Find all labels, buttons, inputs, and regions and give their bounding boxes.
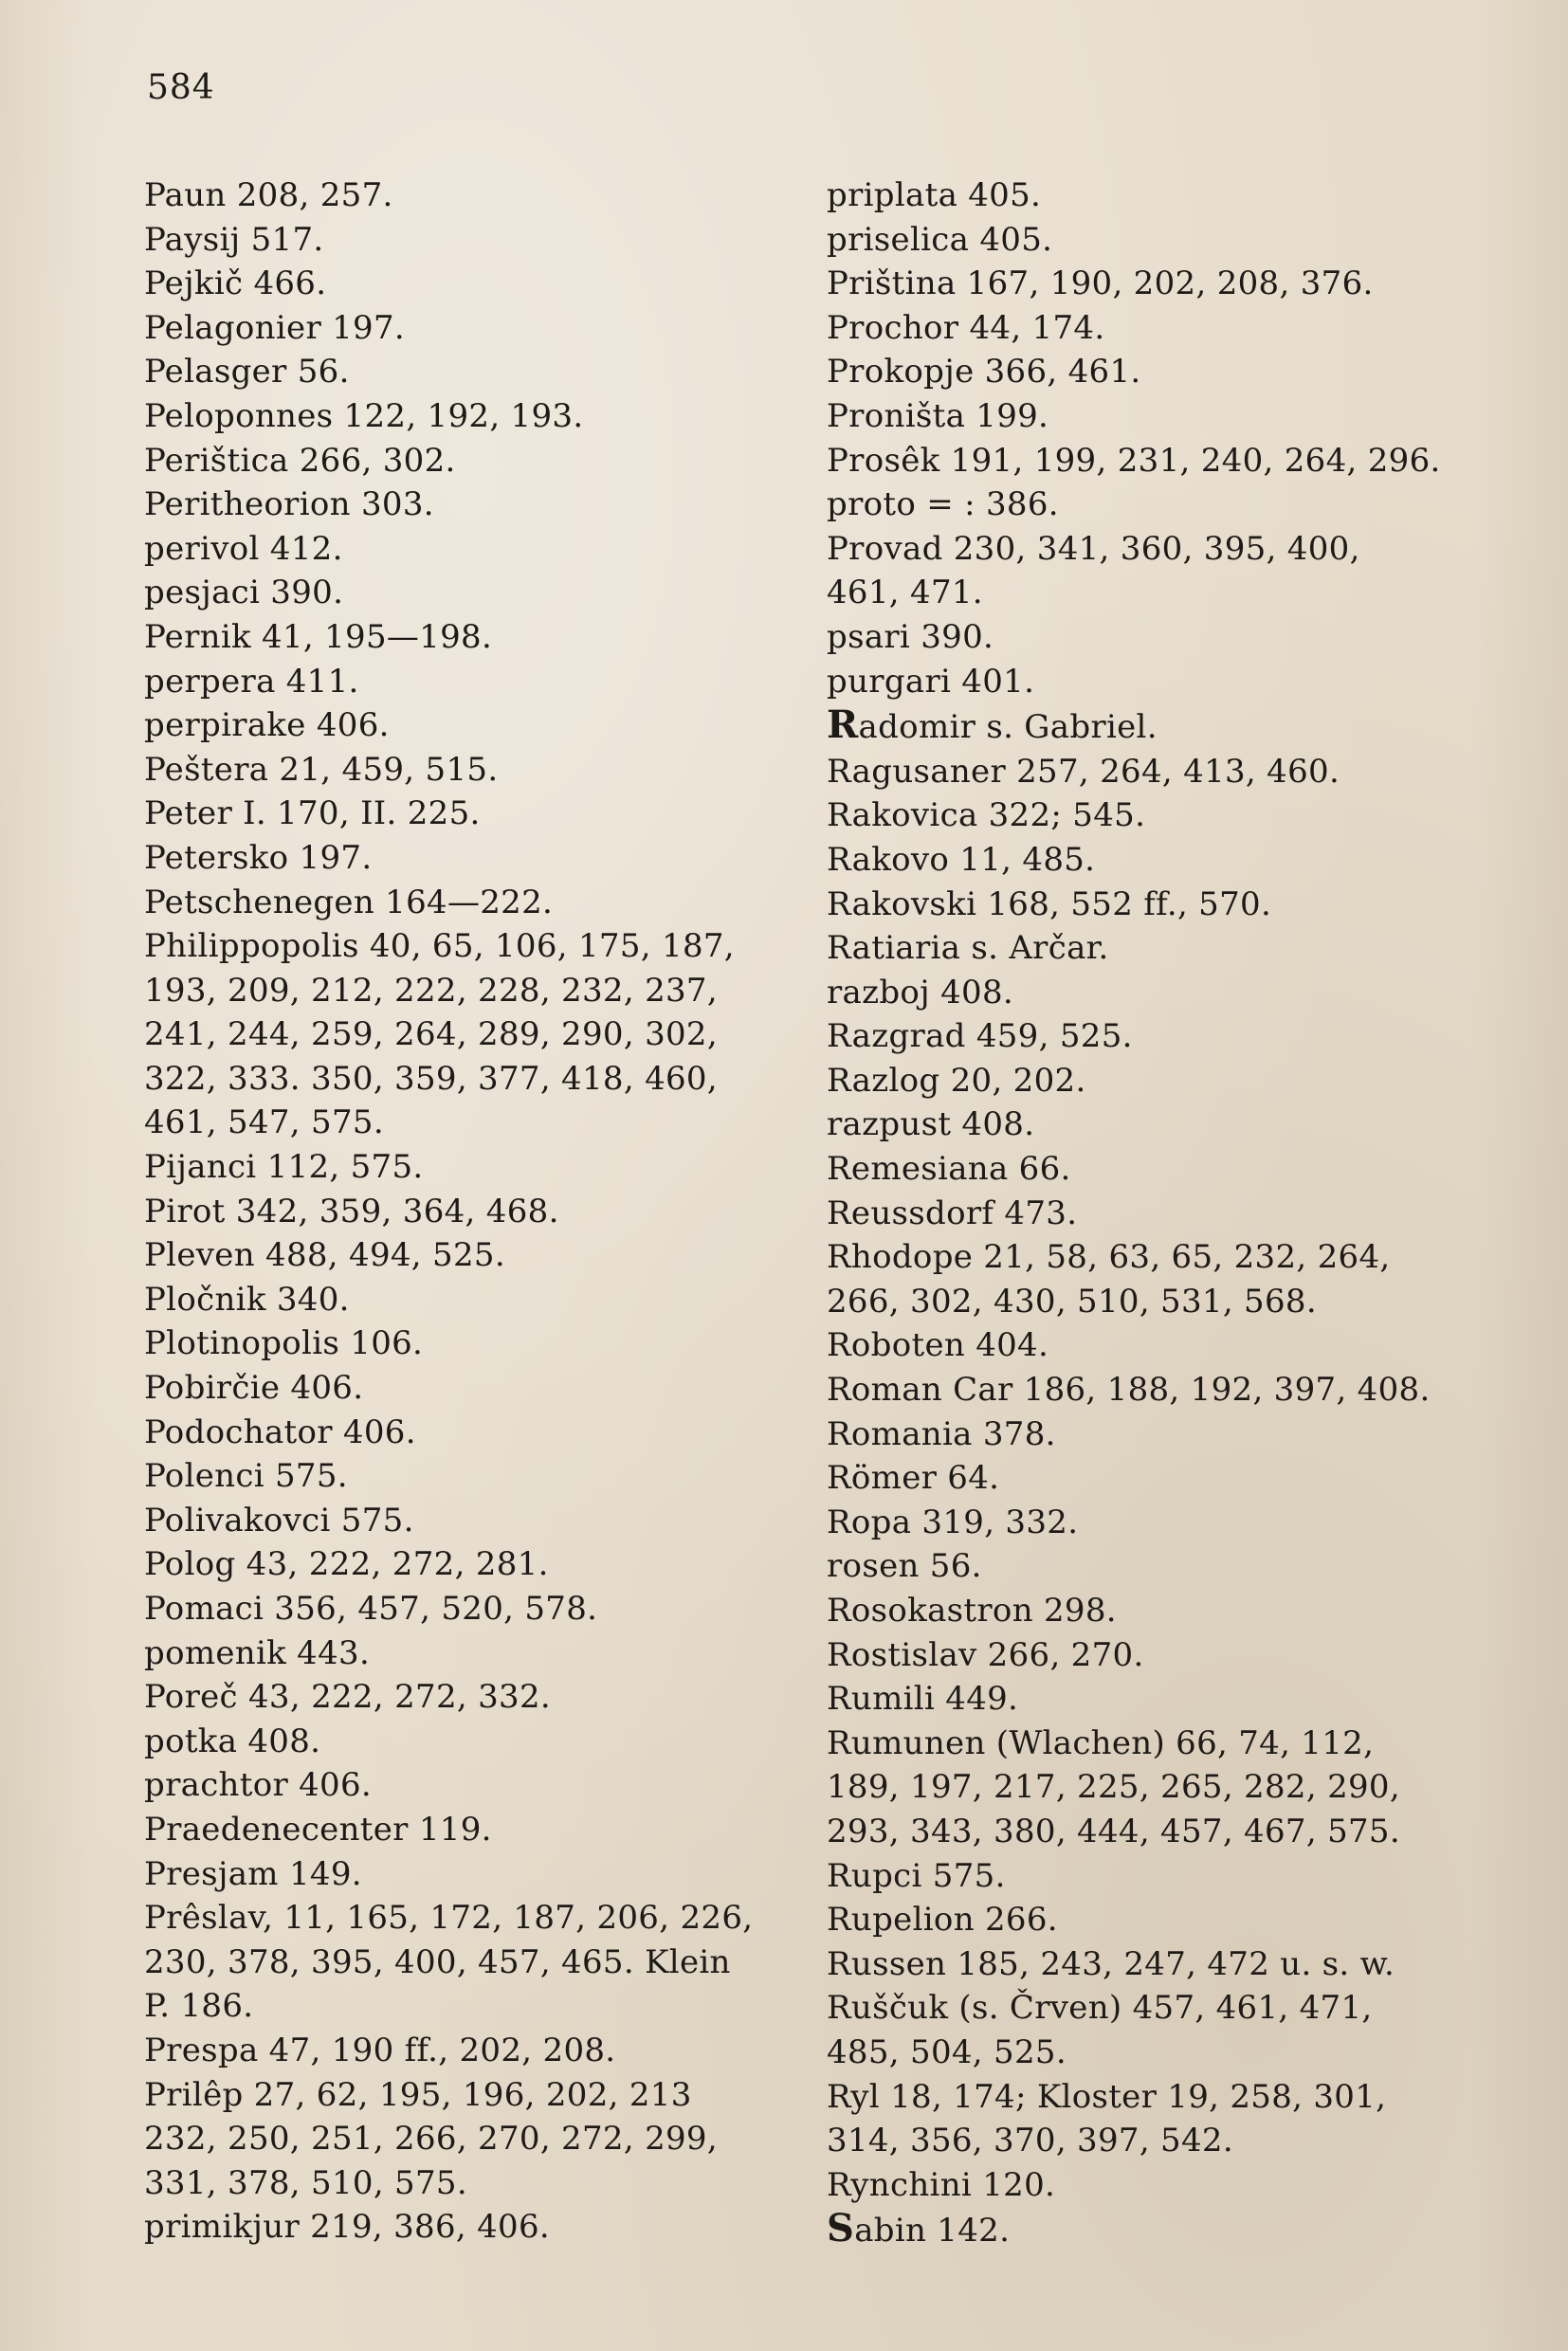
- index-entry: [144, 262, 789, 306]
- index-entry-line: 232, 250, 251, 266, 270, 272, 299,: [144, 2120, 718, 2159]
- index-entry-line: Rynchini 120.: [827, 2165, 1056, 2204]
- index-entry-line: Pločnik 340.: [144, 1280, 350, 1319]
- index-entry-line: Praedenecenter 119.: [144, 1810, 492, 1849]
- index-entry-line: Pelagonier 197.: [144, 308, 406, 347]
- index-entry-line: 266, 302, 430, 510, 531, 568.: [827, 1282, 1317, 1321]
- index-entry: [144, 1321, 789, 1366]
- index-entry-line: Presjam 149.: [144, 1854, 362, 1893]
- index-entry: [827, 1589, 1471, 1633]
- index-entry-line: 461, 547, 575.: [144, 1103, 384, 1142]
- index-entry: [827, 926, 1471, 971]
- index-entry: [827, 1677, 1471, 1722]
- index-entry-line: 322, 333. 350, 359, 377, 418, 460,: [144, 1059, 718, 1098]
- index-entry-line: Pernik 41, 195—198.: [144, 617, 493, 656]
- index-entry-line: Prokopje 366, 461.: [827, 353, 1141, 392]
- index-entry-line: Paun 208, 257.: [144, 176, 393, 214]
- index-entry: [144, 660, 789, 704]
- index-entry-line: Rumili 449.: [827, 1680, 1019, 1719]
- index-entry: [144, 2073, 789, 2206]
- index-entry-line: Plotinopolis 106.: [144, 1324, 424, 1363]
- index-entry: [827, 615, 1471, 660]
- index-entry-line: Pirot 342, 359, 364, 468.: [144, 1192, 559, 1230]
- index-entry-line: Pomaci 356, 457, 520, 578.: [144, 1590, 598, 1628]
- index-entry-line: Rakovica 322; 545.: [827, 796, 1146, 835]
- index-entry: [827, 1192, 1471, 1236]
- index-entry-line: Pijanci 112, 575.: [144, 1148, 424, 1187]
- index-entry-line: Podochator 406.: [144, 1412, 416, 1451]
- index-entry-line: Russen 185, 243, 247, 472 u. s. w.: [827, 1944, 1395, 1983]
- index-entry: [144, 615, 789, 660]
- index-entry-line: Pelasger 56.: [144, 353, 350, 392]
- index-entry-line: Ratiaria s. Arčar.: [827, 929, 1109, 968]
- index-entry-line: Rakovo 11, 485.: [827, 840, 1096, 879]
- index-entry-line: Rumunen (Wlachen) 66, 74, 112,: [827, 1723, 1375, 1762]
- index-entry: [144, 1411, 789, 1455]
- index-entry: [827, 2075, 1471, 2163]
- index-entry-line: Pleven 488, 494, 525.: [144, 1236, 505, 1275]
- index-entry: [144, 527, 789, 572]
- index-entry-line: Proništa 199.: [827, 396, 1049, 435]
- index-entry-line: Rakovski 168, 552 ff., 570.: [827, 884, 1272, 923]
- index-entry-line: Prilêp 27, 62, 195, 196, 202, 213: [144, 2075, 692, 2114]
- index-entry-line: Petschenegen 164—222.: [144, 883, 554, 921]
- index-entry: [827, 2163, 1471, 2208]
- index-entry-line: Ryl 18, 174; Kloster 19, 258, 301,: [827, 2077, 1387, 2116]
- index-entry: [144, 792, 789, 836]
- index-entry-line: rosen 56.: [827, 1547, 982, 1586]
- index-entry-line: Polenci 575.: [144, 1457, 348, 1496]
- section-initial: S: [827, 2206, 855, 2251]
- index-entry: [144, 350, 789, 394]
- index-entry: [144, 1763, 789, 1808]
- index-entry-line: Paysij 517.: [144, 220, 324, 259]
- index-entry: [827, 1722, 1471, 1854]
- index-entry: [827, 703, 1471, 750]
- index-entry: [144, 836, 789, 881]
- index-entry: [144, 1896, 789, 2029]
- index-entry: [144, 571, 789, 615]
- index-entry-line: razpust 408.: [827, 1105, 1035, 1144]
- index-entry-line: 193, 209, 212, 222, 228, 232, 237,: [144, 971, 718, 1010]
- index-entry-line: Ragusaner 257, 264, 413, 460.: [827, 752, 1340, 791]
- index-entry: [827, 1544, 1471, 1589]
- index-entry: [827, 527, 1471, 615]
- index-entry-line: Remesiana 66.: [827, 1150, 1071, 1189]
- index-entry: [144, 439, 789, 483]
- index-entry-line: Rosokastron 298.: [827, 1592, 1117, 1630]
- index-entry-line: Priština 167, 190, 202, 208, 376.: [827, 264, 1374, 303]
- index-entry-line: pesjaci 390.: [144, 574, 344, 612]
- index-entry-line: Polivakovci 575.: [144, 1501, 414, 1540]
- index-entry-line: Roboten 404.: [827, 1326, 1049, 1365]
- index-entry-line: Razgrad 459, 525.: [827, 1017, 1133, 1056]
- index-entry-text: adomir s. Gabriel.: [858, 708, 1158, 747]
- index-entry: [827, 218, 1471, 263]
- index-entry-line: priselica 405.: [827, 220, 1053, 259]
- index-entry-line: pomenik 443.: [144, 1633, 371, 1672]
- index-entry: [827, 2207, 1471, 2253]
- index-entry: [144, 1675, 789, 1720]
- index-entry: [144, 394, 789, 439]
- index-entry-line: 241, 244, 259, 264, 289, 290, 302,: [144, 1015, 718, 1054]
- index-entry: [827, 1412, 1471, 1457]
- index-entry-line: Polog 43, 222, 272, 281.: [144, 1545, 549, 1584]
- index-entry-line: [827, 2206, 1471, 2253]
- index-entry: [827, 350, 1471, 394]
- index-entry: [144, 218, 789, 263]
- index-entry-line: razboj 408.: [827, 973, 1014, 1011]
- index-entry-line: 230, 378, 395, 400, 457, 465. Klein: [144, 1942, 731, 1981]
- index-entry: [827, 1633, 1471, 1678]
- index-entry-line: Prochor 44, 174.: [827, 308, 1105, 347]
- index-entry: [144, 1808, 789, 1852]
- index-entry-line: primikjur 219, 386, 406.: [144, 2208, 551, 2247]
- index-entry: [144, 1587, 789, 1631]
- index-entry: [144, 1454, 789, 1499]
- index-entry-line: Peritheorion 303.: [144, 485, 434, 524]
- index-entry-line: Prêslav, 11, 165, 172, 187, 206, 226,: [144, 1899, 754, 1938]
- index-column-right: [827, 173, 1471, 2253]
- index-entry: [144, 1190, 789, 1234]
- index-entry: [827, 1854, 1471, 1899]
- index-entry-line: perpera 411.: [144, 662, 359, 701]
- index-entry-line: prachtor 406.: [144, 1766, 373, 1805]
- index-entry: [144, 1499, 789, 1543]
- index-entry: [144, 1366, 789, 1411]
- index-entry-line: Perištica 266, 302.: [144, 441, 456, 480]
- index-entry-line: Petersko 197.: [144, 838, 373, 877]
- index-entry: [827, 971, 1471, 1015]
- index-entry: [144, 1233, 789, 1278]
- index-entry: [827, 1235, 1471, 1323]
- index-entry: [827, 483, 1471, 527]
- index-entry: [144, 1278, 789, 1322]
- index-entry: [827, 1986, 1471, 2074]
- index-entry: [827, 439, 1471, 483]
- index-entry: [827, 394, 1471, 439]
- index-entry: [144, 1720, 789, 1764]
- index-entry: [144, 748, 789, 793]
- index-entry-line: perivol 412.: [144, 529, 343, 568]
- index-entry-line: 314, 356, 370, 397, 542.: [827, 2122, 1233, 2160]
- index-entry-line: psari 390.: [827, 617, 994, 656]
- index-entry-line: Rhodope 21, 58, 63, 65, 232, 264,: [827, 1238, 1391, 1277]
- index-entry-line: Rupelion 266.: [827, 1901, 1058, 1940]
- index-entry-line: perpirake 406.: [144, 706, 390, 745]
- index-entry: [827, 1014, 1471, 1059]
- index-entry: [144, 2205, 789, 2250]
- index-entry-line: Rostislav 266, 270.: [827, 1635, 1144, 1674]
- index-entry: [827, 883, 1471, 927]
- index-entry-line: Reussdorf 473.: [827, 1194, 1078, 1232]
- index-entry-line: P. 186.: [144, 1987, 254, 2026]
- index-entry: [144, 703, 789, 748]
- index-entry: [144, 1542, 789, 1587]
- index-entry: [827, 1501, 1471, 1545]
- index-entry: [827, 1942, 1471, 1987]
- index-entry-line: Rupci 575.: [827, 1856, 1006, 1895]
- index-entry-line: Philippopolis 40, 65, 106, 175, 187,: [144, 927, 735, 966]
- index-entry: [144, 881, 789, 925]
- index-entry-line: Peter I. 170, II. 225.: [144, 794, 481, 833]
- index-entry: [827, 1898, 1471, 1942]
- index-entry-line: purgari 401.: [827, 662, 1035, 701]
- index-entry-line: Ropa 319, 332.: [827, 1503, 1079, 1541]
- index-entry: [144, 306, 789, 351]
- index-entry: [827, 1456, 1471, 1501]
- index-entry-line: priplata 405.: [827, 176, 1042, 214]
- index-entry: [827, 1323, 1471, 1368]
- index-entry-line: Peštera 21, 459, 515.: [144, 750, 499, 789]
- index-entry: [827, 1059, 1471, 1103]
- section-initial: R: [827, 702, 859, 748]
- index-entry: [827, 262, 1471, 306]
- index-entry-line: 293, 343, 380, 444, 457, 467, 575.: [827, 1812, 1400, 1850]
- index-entry-line: 331, 378, 510, 575.: [144, 2163, 467, 2202]
- index-entry-line: 461, 471.: [827, 574, 983, 612]
- index-entry-line: Romania 378.: [827, 1414, 1056, 1453]
- index-entry: [827, 306, 1471, 351]
- index-entry: [144, 483, 789, 527]
- index-entry: [827, 793, 1471, 838]
- index-entry-line: Peloponnes 122, 192, 193.: [144, 396, 584, 435]
- index-entry: [827, 1103, 1471, 1147]
- index-entry: [827, 1147, 1471, 1192]
- index-entry-line: Razlog 20, 202.: [827, 1061, 1086, 1100]
- index-column-left: [144, 173, 789, 2250]
- index-entry-line: Römer 64.: [827, 1459, 1000, 1498]
- index-entry-line: Pejkič 466.: [144, 264, 327, 303]
- page-number: 584: [147, 68, 215, 107]
- index-entry-line: Prosêk 191, 199, 231, 240, 264, 296.: [827, 441, 1441, 480]
- index-entry-line: Ruščuk (s. Črven) 457, 461, 471,: [827, 1989, 1373, 2028]
- index-entry-text: abin 142.: [854, 2212, 1011, 2251]
- index-entry-line: Provad 230, 341, 360, 395, 400,: [827, 529, 1360, 568]
- index-entry: [827, 1368, 1471, 1412]
- index-entry: [144, 1631, 789, 1676]
- index-entry: [144, 2029, 789, 2073]
- index-entry-line: proto = : 386.: [827, 485, 1059, 524]
- index-entry-line: 189, 197, 217, 225, 265, 282, 290,: [827, 1768, 1400, 1807]
- index-entry-line: Roman Car 186, 188, 192, 397, 408.: [827, 1371, 1431, 1410]
- index-entry: [827, 838, 1471, 883]
- index-entry-line: Poreč 43, 222, 272, 332.: [144, 1678, 551, 1717]
- index-entry: [827, 750, 1471, 794]
- index-entry-line: [827, 702, 1471, 750]
- index-entry: [144, 924, 789, 1145]
- index-entry-line: 485, 504, 525.: [827, 2032, 1067, 2071]
- index-entry: [144, 1145, 789, 1190]
- index-entry: [144, 173, 789, 218]
- index-entry-line: Prespa 47, 190 ff., 202, 208.: [144, 2031, 616, 2069]
- index-entry: [827, 660, 1471, 704]
- index-entry-line: potka 408.: [144, 1722, 321, 1760]
- index-entry: [827, 173, 1471, 218]
- index-entry-line: Pobirčie 406.: [144, 1369, 364, 1408]
- index-entry: [144, 1852, 789, 1897]
